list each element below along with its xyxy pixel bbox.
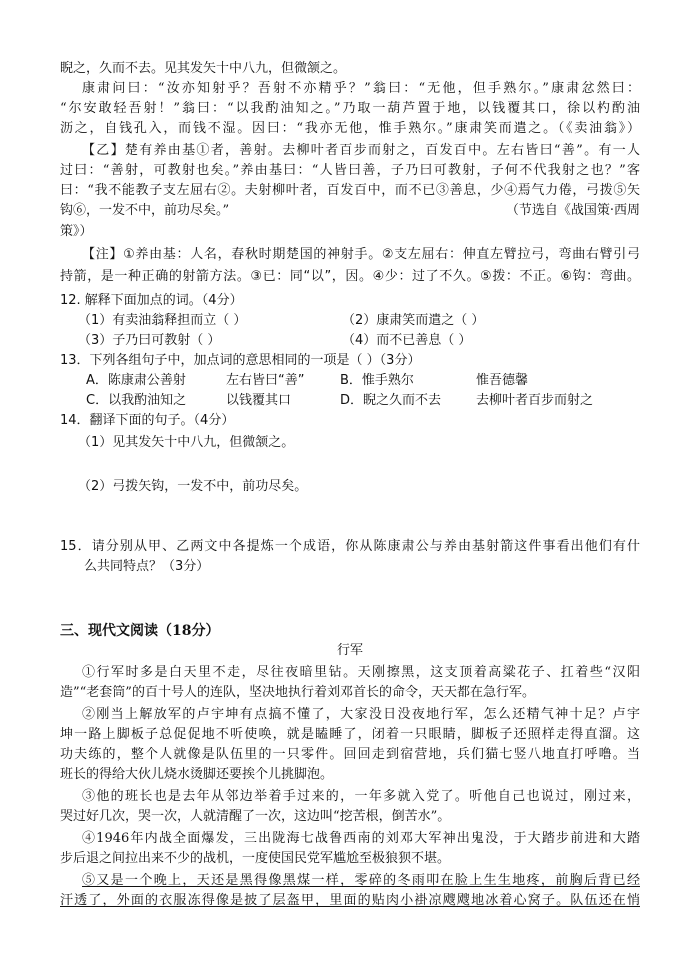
- passage-p2-line-1: ②刚当上解放军的卢宇坤有点搞不懂了，大家没日没夜地行军，怎么还精气神十足？卢宇: [82, 707, 640, 722]
- passage-p2-line-4: 班长的得给大伙儿烧水烫脚还要挨个儿挑脚泡。: [60, 767, 334, 782]
- passage-p1-line-1: ①行军时多是白天里不走，尽往夜暗里钻。天刚擦黑，这支顶着高粱花子、扛着些“汉阳: [82, 665, 640, 680]
- passage-p3-line-2: 哭过好几次，哭一次，人就清醒了一次，这边叫“挖苦根，倒苦水”。: [60, 809, 451, 824]
- yi-source-2: 策》）: [60, 224, 93, 239]
- q12-item-3: （3）子乃曰可教射（ ）: [78, 333, 221, 348]
- yi-source-1: （节选自《战国策·西周: [505, 203, 640, 218]
- q12-stem: 12. 解释下面加点的词。（4分）: [60, 293, 243, 308]
- section-3-heading: 三、现代文阅读（18分）: [60, 623, 220, 639]
- q14-stem: 14．翻译下面的句子。（4分）: [60, 413, 235, 428]
- q13-option-b-pair: 惟吾德馨: [476, 373, 529, 388]
- q15-line-2: 么共同特点？（3分）: [84, 559, 210, 574]
- q12-item-4: （4）而不已善息（ ）: [342, 333, 472, 348]
- passage-p5-line-2: [60, 892, 640, 910]
- q13-option-a-pair: 左右皆曰“善”: [226, 373, 305, 388]
- q12-item-2: （2）康肃笑而遣之（ ）: [342, 313, 485, 328]
- q13-option-d: D．睨之久而不去: [340, 393, 442, 408]
- note-line-2: 持箭，是一种正确的射箭方法。③已：同“以”，因。④少：过了不久。⑤拨：不正。⑥钩：弯曲。: [60, 269, 640, 284]
- yi-line-2: 过曰：“善射，可教射也矣。”养由基曰：“人皆曰善，子乃曰可教射，子何不代我射之也？”客: [60, 163, 640, 178]
- passage-title: 行军: [336, 643, 363, 658]
- jia-line-1: 睨之，久而不去。见其发矢十中八九，但微颔之。: [60, 61, 347, 76]
- passage-p3-line-1: ③他的班长也是去年从邻边举着手过来的，一年多就入党了。听他自己也说过，刚过来，: [82, 789, 640, 804]
- passage-p2-line-2: 坤一路上脚板子总促促地不听使唤，就是瞌睡了，闭着一只眼睛，脚板子还照样走得直溜。这: [60, 727, 640, 742]
- jia-line-4: 沥之，自钱孔入，而钱不湿。因曰：“我亦无他，惟手熟尔。”康肃笑而遣之。（《卖油翁》）: [60, 121, 640, 136]
- jia-line-2: 康肃问曰：“汝亦知射乎？吾射不亦精乎？”翁曰：“无他，但手熟尔。”康肃忿然曰：: [82, 81, 640, 96]
- passage-p2-line-3: 功夫练的，整个人就像是队伍里的一只零件。回回走到宿营地，兵们猫七竖八地直打呼噜。当: [60, 747, 640, 762]
- q13-option-a: A．陈康肃公善射: [86, 373, 186, 388]
- q12-item-1: （1）有卖油翁释担而立（ ）: [78, 313, 247, 328]
- jia-line-3: “尔安敢轻吾射！”翁曰：“以我酌油知之。”乃取一葫芦置于地，以钱覆其口，徐以杓酌油: [60, 101, 640, 116]
- q13-option-b: B．惟手熟尔: [340, 373, 414, 388]
- q13-option-c: C．以我酌油知之: [86, 393, 187, 408]
- q14-sentence-2: （2）弓拨矢钩，一发不中，前功尽矣。: [78, 479, 308, 494]
- yi-line-1: 【乙】楚有养由基①者，善射。去柳叶者百步而射之，百发百中。左右皆曰“善”。有一人: [82, 143, 640, 158]
- passage-p4-line-2: 步后退之间拉出来不少的战机，一度使国民党军尴尬至极狼狈不堪。: [60, 851, 451, 866]
- q15-line-1: 15．请分别从甲、乙两文中各提炼一个成语，你从陈康肃公与养由基射箭这件事看出他们有什: [60, 539, 640, 554]
- yi-line-4: 钩⑥，一发不中，前功尽矣。”: [60, 203, 230, 218]
- passage-p4-line-1: ④1946年内战全面爆发，三出陇海七战鲁西南的刘邓大军神出鬼没，于大踏步前进和大踏: [82, 831, 640, 846]
- q14-sentence-1: （1）见其发矢十中八九，但微颔之。: [78, 435, 295, 450]
- q13-stem: 13．下列各组句子中，加点词的意思相同的一项是（ ）（3分）: [60, 353, 421, 368]
- q13-option-d-pair: 去柳叶者百步而射之: [476, 393, 594, 408]
- passage-p5-line-1: ⑤又是一个晚上，天还是黑得像黑煤一样，零碎的冬雨叩在脸上生生地疼，前胸后背已经: [82, 873, 640, 888]
- passage-p1-line-2: 造”“老套筒”的百十号人的连队，坚决地执行着刘邓首长的命令，天天都在急行军。: [60, 685, 535, 700]
- q13-option-c-pair: 以钱覆其口: [226, 393, 292, 408]
- yi-line-3: 曰：“我不能教子支左屈右②。夫射柳叶者，百发百中，而不已③善息，少④焉气力倦，弓拨⑤矢: [60, 183, 640, 198]
- passage-p5-line-2-text: 汗透了，外面的衣服冻得像是披了层盔甲，里面的贴肉小褂凉飕飕地冰着心窝子。队伍还在悄: [60, 893, 640, 908]
- note-line-1: 【注】①养由基：人名，春秋时期楚国的神射手。②支左屈右：伸直左臂拉弓，弯曲右臂引弓: [82, 247, 640, 262]
